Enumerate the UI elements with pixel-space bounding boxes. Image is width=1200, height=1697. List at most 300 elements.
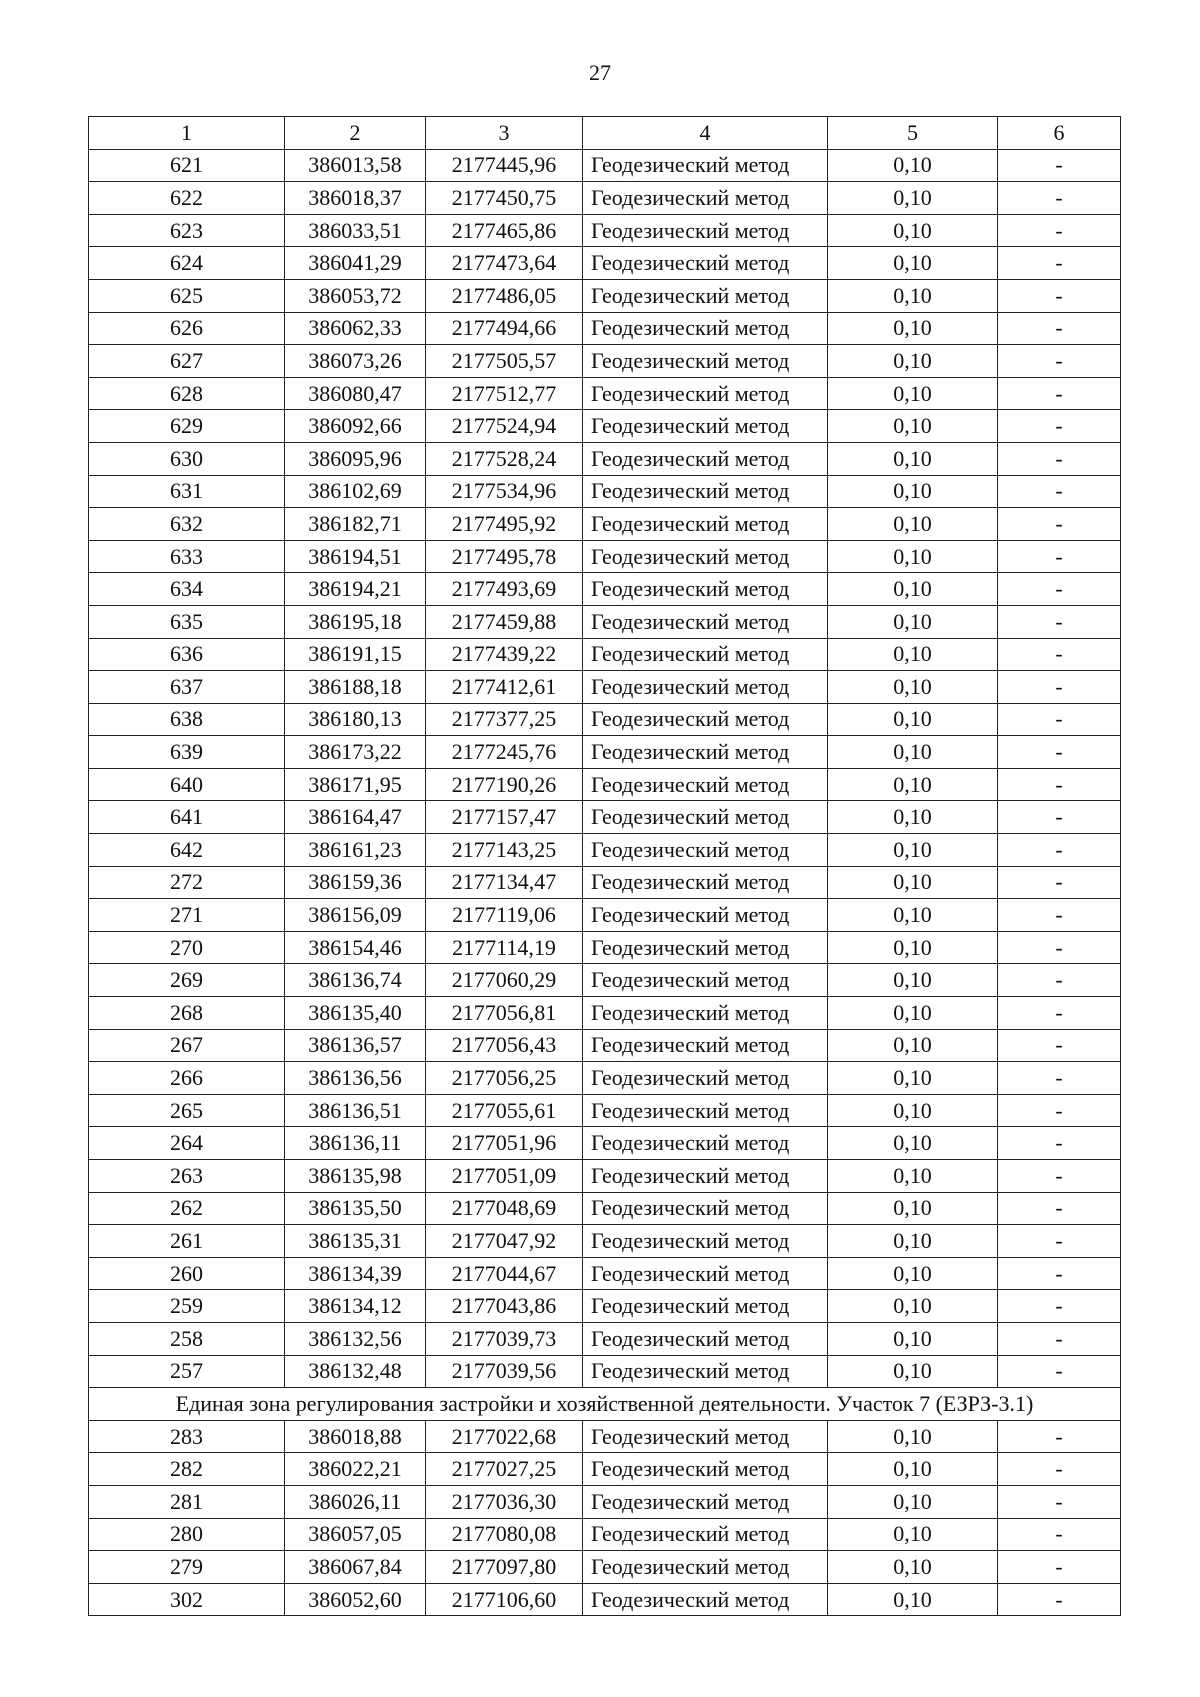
table-row [89, 410, 1121, 443]
method-cell: Геодезический метод [583, 638, 828, 671]
x-coordinate-cell: 386173,22 [285, 736, 426, 769]
accuracy-cell: 0,10 [828, 182, 998, 215]
point-number-cell: 637 [89, 671, 285, 704]
x-coordinate-cell: 386052,60 [285, 1583, 426, 1616]
table-row [89, 605, 1121, 638]
note-cell: - [998, 475, 1121, 508]
accuracy-cell: 0,10 [828, 312, 998, 345]
note-cell: - [998, 899, 1121, 932]
method-cell: Геодезический метод [583, 1485, 828, 1518]
y-coordinate-cell: 2177051,96 [426, 1127, 583, 1160]
point-number-cell: 629 [89, 410, 285, 443]
accuracy-cell: 0,10 [828, 1127, 998, 1160]
accuracy-cell: 0,10 [828, 442, 998, 475]
accuracy-cell: 0,10 [828, 997, 998, 1030]
x-coordinate-cell: 386136,11 [285, 1127, 426, 1160]
note-cell: - [998, 214, 1121, 247]
method-cell: Геодезический метод [583, 866, 828, 899]
note-cell: - [998, 1322, 1121, 1355]
point-number-cell: 625 [89, 279, 285, 312]
table-row [89, 279, 1121, 312]
point-number-cell: 302 [89, 1583, 285, 1616]
method-cell: Геодезический метод [583, 442, 828, 475]
note-cell: - [998, 1225, 1121, 1258]
note-cell: - [998, 377, 1121, 410]
accuracy-cell: 0,10 [828, 931, 998, 964]
point-number-cell: 268 [89, 997, 285, 1030]
x-coordinate-cell: 386092,66 [285, 410, 426, 443]
y-coordinate-cell: 2177157,47 [426, 801, 583, 834]
accuracy-cell: 0,10 [828, 1094, 998, 1127]
point-number-cell: 635 [89, 605, 285, 638]
method-cell: Геодезический метод [583, 1062, 828, 1095]
note-cell: - [998, 931, 1121, 964]
y-coordinate-cell: 2177119,06 [426, 899, 583, 932]
method-cell: Геодезический метод [583, 182, 828, 215]
note-cell: - [998, 1551, 1121, 1584]
y-coordinate-cell: 2177106,60 [426, 1583, 583, 1616]
x-coordinate-cell: 386136,57 [285, 1029, 426, 1062]
table-row [89, 1355, 1121, 1388]
y-coordinate-cell: 2177445,96 [426, 149, 583, 182]
note-cell: - [998, 1192, 1121, 1225]
note-cell: - [998, 1485, 1121, 1518]
note-cell: - [998, 964, 1121, 997]
method-cell: Геодезический метод [583, 1583, 828, 1616]
method-cell: Геодезический метод [583, 834, 828, 867]
note-cell: - [998, 345, 1121, 378]
table-row [89, 1160, 1121, 1193]
accuracy-cell: 0,10 [828, 1453, 998, 1486]
method-cell: Геодезический метод [583, 736, 828, 769]
x-coordinate-cell: 386188,18 [285, 671, 426, 704]
method-cell: Геодезический метод [583, 508, 828, 541]
table-body-section-a [89, 149, 1121, 1388]
x-coordinate-cell: 386136,74 [285, 964, 426, 997]
table-row [89, 214, 1121, 247]
method-cell: Геодезический метод [583, 1192, 828, 1225]
table-row [89, 801, 1121, 834]
accuracy-cell: 0,10 [828, 1583, 998, 1616]
x-coordinate-cell: 386026,11 [285, 1485, 426, 1518]
x-coordinate-cell: 386033,51 [285, 214, 426, 247]
y-coordinate-cell: 2177494,66 [426, 312, 583, 345]
table-row [89, 671, 1121, 704]
point-number-cell: 261 [89, 1225, 285, 1258]
point-number-cell: 638 [89, 703, 285, 736]
x-coordinate-cell: 386134,12 [285, 1290, 426, 1323]
x-coordinate-cell: 386135,50 [285, 1192, 426, 1225]
x-coordinate-cell: 386057,05 [285, 1518, 426, 1551]
note-cell: - [998, 671, 1121, 704]
table-header-row [89, 117, 1121, 150]
y-coordinate-cell: 2177512,77 [426, 377, 583, 410]
x-coordinate-cell: 386135,31 [285, 1225, 426, 1258]
y-coordinate-cell: 2177486,05 [426, 279, 583, 312]
point-number-cell: 259 [89, 1290, 285, 1323]
note-cell: - [998, 312, 1121, 345]
point-number-cell: 624 [89, 247, 285, 280]
point-number-cell: 626 [89, 312, 285, 345]
x-coordinate-cell: 386180,13 [285, 703, 426, 736]
accuracy-cell: 0,10 [828, 540, 998, 573]
note-cell: - [998, 1453, 1121, 1486]
table-row [89, 475, 1121, 508]
point-number-cell: 260 [89, 1257, 285, 1290]
table-row [89, 573, 1121, 606]
x-coordinate-cell: 386053,72 [285, 279, 426, 312]
point-number-cell: 267 [89, 1029, 285, 1062]
note-cell: - [998, 1583, 1121, 1616]
method-cell: Геодезический метод [583, 1518, 828, 1551]
note-cell: - [998, 1029, 1121, 1062]
note-cell: - [998, 279, 1121, 312]
point-number-cell: 642 [89, 834, 285, 867]
accuracy-cell: 0,10 [828, 410, 998, 443]
accuracy-cell: 0,10 [828, 768, 998, 801]
y-coordinate-cell: 2177048,69 [426, 1192, 583, 1225]
table-row [89, 345, 1121, 378]
point-number-cell: 628 [89, 377, 285, 410]
column-header: 3 [426, 117, 583, 150]
column-header: 2 [285, 117, 426, 150]
accuracy-cell: 0,10 [828, 1029, 998, 1062]
table-row [89, 866, 1121, 899]
y-coordinate-cell: 2177534,96 [426, 475, 583, 508]
x-coordinate-cell: 386164,47 [285, 801, 426, 834]
note-cell: - [998, 834, 1121, 867]
method-cell: Геодезический метод [583, 573, 828, 606]
table-row [89, 964, 1121, 997]
y-coordinate-cell: 2177044,67 [426, 1257, 583, 1290]
accuracy-cell: 0,10 [828, 736, 998, 769]
accuracy-cell: 0,10 [828, 1322, 998, 1355]
method-cell: Геодезический метод [583, 345, 828, 378]
table-row [89, 540, 1121, 573]
method-cell: Геодезический метод [583, 279, 828, 312]
accuracy-cell: 0,10 [828, 475, 998, 508]
table-row [89, 899, 1121, 932]
note-cell: - [998, 1518, 1121, 1551]
point-number-cell: 269 [89, 964, 285, 997]
point-number-cell: 627 [89, 345, 285, 378]
x-coordinate-cell: 386135,98 [285, 1160, 426, 1193]
accuracy-cell: 0,10 [828, 703, 998, 736]
table-row [89, 1290, 1121, 1323]
point-number-cell: 631 [89, 475, 285, 508]
method-cell: Геодезический метод [583, 1355, 828, 1388]
point-number-cell: 282 [89, 1453, 285, 1486]
y-coordinate-cell: 2177039,56 [426, 1355, 583, 1388]
method-cell: Геодезический метод [583, 768, 828, 801]
note-cell: - [998, 703, 1121, 736]
y-coordinate-cell: 2177465,86 [426, 214, 583, 247]
y-coordinate-cell: 2177051,09 [426, 1160, 583, 1193]
accuracy-cell: 0,10 [828, 1551, 998, 1584]
y-coordinate-cell: 2177450,75 [426, 182, 583, 215]
note-cell: - [998, 247, 1121, 280]
note-cell: - [998, 1094, 1121, 1127]
accuracy-cell: 0,10 [828, 1518, 998, 1551]
y-coordinate-cell: 2177036,30 [426, 1485, 583, 1518]
table-row [89, 638, 1121, 671]
table-row [89, 182, 1121, 215]
point-number-cell: 283 [89, 1420, 285, 1453]
column-header: 1 [89, 117, 285, 150]
method-cell: Геодезический метод [583, 997, 828, 1030]
accuracy-cell: 0,10 [828, 1225, 998, 1258]
method-cell: Геодезический метод [583, 671, 828, 704]
point-number-cell: 281 [89, 1485, 285, 1518]
note-cell: - [998, 508, 1121, 541]
accuracy-cell: 0,10 [828, 377, 998, 410]
x-coordinate-cell: 386022,21 [285, 1453, 426, 1486]
x-coordinate-cell: 386102,69 [285, 475, 426, 508]
method-cell: Геодезический метод [583, 312, 828, 345]
note-cell: - [998, 801, 1121, 834]
x-coordinate-cell: 386136,56 [285, 1062, 426, 1095]
point-number-cell: 264 [89, 1127, 285, 1160]
method-cell: Геодезический метод [583, 964, 828, 997]
x-coordinate-cell: 386194,21 [285, 573, 426, 606]
y-coordinate-cell: 2177022,68 [426, 1420, 583, 1453]
method-cell: Геодезический метод [583, 540, 828, 573]
method-cell: Геодезический метод [583, 1094, 828, 1127]
table-row [89, 149, 1121, 182]
method-cell: Геодезический метод [583, 899, 828, 932]
table-row [89, 1062, 1121, 1095]
point-number-cell: 621 [89, 149, 285, 182]
point-number-cell: 262 [89, 1192, 285, 1225]
x-coordinate-cell: 386132,48 [285, 1355, 426, 1388]
method-cell: Геодезический метод [583, 931, 828, 964]
table-row [89, 377, 1121, 410]
point-number-cell: 632 [89, 508, 285, 541]
x-coordinate-cell: 386018,88 [285, 1420, 426, 1453]
y-coordinate-cell: 2177055,61 [426, 1094, 583, 1127]
accuracy-cell: 0,10 [828, 605, 998, 638]
method-cell: Геодезический метод [583, 1257, 828, 1290]
table-row [89, 1453, 1121, 1486]
y-coordinate-cell: 2177459,88 [426, 605, 583, 638]
y-coordinate-cell: 2177056,25 [426, 1062, 583, 1095]
y-coordinate-cell: 2177190,26 [426, 768, 583, 801]
x-coordinate-cell: 386013,58 [285, 149, 426, 182]
y-coordinate-cell: 2177056,81 [426, 997, 583, 1030]
note-cell: - [998, 638, 1121, 671]
column-header: 6 [998, 117, 1121, 150]
method-cell: Геодезический метод [583, 377, 828, 410]
accuracy-cell: 0,10 [828, 1062, 998, 1095]
y-coordinate-cell: 2177134,47 [426, 866, 583, 899]
point-number-cell: 279 [89, 1551, 285, 1584]
table-row [89, 1094, 1121, 1127]
accuracy-cell: 0,10 [828, 345, 998, 378]
y-coordinate-cell: 2177493,69 [426, 573, 583, 606]
note-cell: - [998, 1127, 1121, 1160]
coordinates-table [88, 116, 1121, 1616]
note-cell: - [998, 1355, 1121, 1388]
method-cell: Геодезический метод [583, 149, 828, 182]
table-row [89, 1192, 1121, 1225]
method-cell: Геодезический метод [583, 801, 828, 834]
note-cell: - [998, 605, 1121, 638]
accuracy-cell: 0,10 [828, 508, 998, 541]
accuracy-cell: 0,10 [828, 1160, 998, 1193]
accuracy-cell: 0,10 [828, 866, 998, 899]
point-number-cell: 280 [89, 1518, 285, 1551]
table-row [89, 1322, 1121, 1355]
point-number-cell: 263 [89, 1160, 285, 1193]
table-row [89, 1127, 1121, 1160]
x-coordinate-cell: 386134,39 [285, 1257, 426, 1290]
section-heading: Единая зона регулирования застройки и хозяйственной деятельности. Участок 7 (ЕЗРЗ-3.1) [89, 1388, 1121, 1421]
table-row [89, 997, 1121, 1030]
y-coordinate-cell: 2177060,29 [426, 964, 583, 997]
table-row [89, 508, 1121, 541]
table-row [89, 703, 1121, 736]
table-row [89, 736, 1121, 769]
section-heading-row [89, 1388, 1121, 1421]
method-cell: Геодезический метод [583, 247, 828, 280]
accuracy-cell: 0,10 [828, 214, 998, 247]
y-coordinate-cell: 2177412,61 [426, 671, 583, 704]
x-coordinate-cell: 386195,18 [285, 605, 426, 638]
y-coordinate-cell: 2177080,08 [426, 1518, 583, 1551]
method-cell: Геодезический метод [583, 214, 828, 247]
y-coordinate-cell: 2177027,25 [426, 1453, 583, 1486]
table-row [89, 312, 1121, 345]
x-coordinate-cell: 386159,36 [285, 866, 426, 899]
accuracy-cell: 0,10 [828, 671, 998, 704]
method-cell: Геодезический метод [583, 703, 828, 736]
x-coordinate-cell: 386018,37 [285, 182, 426, 215]
x-coordinate-cell: 386194,51 [285, 540, 426, 573]
accuracy-cell: 0,10 [828, 247, 998, 280]
y-coordinate-cell: 2177245,76 [426, 736, 583, 769]
method-cell: Геодезический метод [583, 1420, 828, 1453]
x-coordinate-cell: 386041,29 [285, 247, 426, 280]
y-coordinate-cell: 2177505,57 [426, 345, 583, 378]
accuracy-cell: 0,10 [828, 573, 998, 606]
table-row [89, 1420, 1121, 1453]
accuracy-cell: 0,10 [828, 1290, 998, 1323]
accuracy-cell: 0,10 [828, 1485, 998, 1518]
method-cell: Геодезический метод [583, 1127, 828, 1160]
table-section-heading [89, 1388, 1121, 1421]
note-cell: - [998, 1420, 1121, 1453]
x-coordinate-cell: 386191,15 [285, 638, 426, 671]
method-cell: Геодезический метод [583, 1290, 828, 1323]
point-number-cell: 266 [89, 1062, 285, 1095]
y-coordinate-cell: 2177047,92 [426, 1225, 583, 1258]
method-cell: Геодезический метод [583, 1029, 828, 1062]
table-row [89, 1518, 1121, 1551]
accuracy-cell: 0,10 [828, 279, 998, 312]
table-row [89, 1029, 1121, 1062]
y-coordinate-cell: 2177439,22 [426, 638, 583, 671]
method-cell: Геодезический метод [583, 1225, 828, 1258]
note-cell: - [998, 410, 1121, 443]
table-row [89, 1225, 1121, 1258]
accuracy-cell: 0,10 [828, 899, 998, 932]
accuracy-cell: 0,10 [828, 801, 998, 834]
x-coordinate-cell: 386161,23 [285, 834, 426, 867]
accuracy-cell: 0,10 [828, 1257, 998, 1290]
point-number-cell: 639 [89, 736, 285, 769]
accuracy-cell: 0,10 [828, 1355, 998, 1388]
x-coordinate-cell: 386156,09 [285, 899, 426, 932]
method-cell: Геодезический метод [583, 1453, 828, 1486]
point-number-cell: 272 [89, 866, 285, 899]
table-body-section-b [89, 1420, 1121, 1616]
point-number-cell: 271 [89, 899, 285, 932]
x-coordinate-cell: 386171,95 [285, 768, 426, 801]
y-coordinate-cell: 2177473,64 [426, 247, 583, 280]
y-coordinate-cell: 2177039,73 [426, 1322, 583, 1355]
point-number-cell: 634 [89, 573, 285, 606]
note-cell: - [998, 540, 1121, 573]
table-row [89, 834, 1121, 867]
column-header: 4 [583, 117, 828, 150]
point-number-cell: 257 [89, 1355, 285, 1388]
page-number: 27 [589, 60, 611, 85]
y-coordinate-cell: 2177524,94 [426, 410, 583, 443]
x-coordinate-cell: 386080,47 [285, 377, 426, 410]
table-row [89, 931, 1121, 964]
y-coordinate-cell: 2177114,19 [426, 931, 583, 964]
y-coordinate-cell: 2177528,24 [426, 442, 583, 475]
note-cell: - [998, 997, 1121, 1030]
method-cell: Геодезический метод [583, 475, 828, 508]
y-coordinate-cell: 2177143,25 [426, 834, 583, 867]
note-cell: - [998, 736, 1121, 769]
table-row [89, 442, 1121, 475]
method-cell: Геодезический метод [583, 1551, 828, 1584]
point-number-cell: 630 [89, 442, 285, 475]
table-row [89, 1551, 1121, 1584]
note-cell: - [998, 1290, 1121, 1323]
accuracy-cell: 0,10 [828, 964, 998, 997]
x-coordinate-cell: 386182,71 [285, 508, 426, 541]
note-cell: - [998, 149, 1121, 182]
x-coordinate-cell: 386062,33 [285, 312, 426, 345]
table-row [89, 1583, 1121, 1616]
point-number-cell: 622 [89, 182, 285, 215]
table-row [89, 1485, 1121, 1518]
y-coordinate-cell: 2177377,25 [426, 703, 583, 736]
accuracy-cell: 0,10 [828, 1192, 998, 1225]
method-cell: Геодезический метод [583, 605, 828, 638]
point-number-cell: 641 [89, 801, 285, 834]
note-cell: - [998, 1062, 1121, 1095]
accuracy-cell: 0,10 [828, 1420, 998, 1453]
y-coordinate-cell: 2177495,78 [426, 540, 583, 573]
note-cell: - [998, 573, 1121, 606]
point-number-cell: 623 [89, 214, 285, 247]
x-coordinate-cell: 386095,96 [285, 442, 426, 475]
note-cell: - [998, 182, 1121, 215]
y-coordinate-cell: 2177495,92 [426, 508, 583, 541]
y-coordinate-cell: 2177097,80 [426, 1551, 583, 1584]
method-cell: Геодезический метод [583, 1322, 828, 1355]
x-coordinate-cell: 386073,26 [285, 345, 426, 378]
point-number-cell: 640 [89, 768, 285, 801]
accuracy-cell: 0,10 [828, 638, 998, 671]
x-coordinate-cell: 386135,40 [285, 997, 426, 1030]
point-number-cell: 270 [89, 931, 285, 964]
point-number-cell: 265 [89, 1094, 285, 1127]
